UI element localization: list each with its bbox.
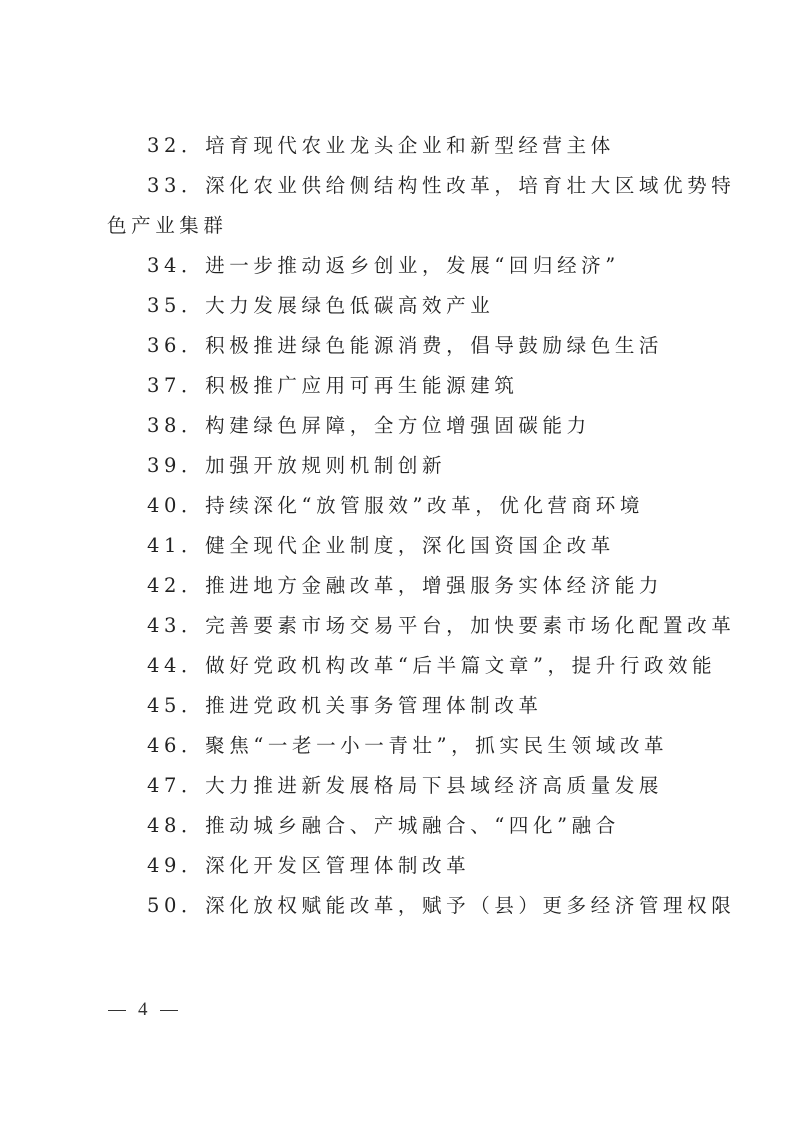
list-item: 44．做好党政机构改革“后半篇文章”，提升行政效能 (147, 654, 717, 677)
page-footer (108, 998, 178, 1022)
list-item: 47．大力推进新发展格局下县域经济高质量发展 (147, 774, 664, 797)
list-item: 46．聚焦“一老一小一青壮”，抓实民生领域改革 (147, 734, 669, 757)
list-item: 41．健全现代企业制度，深化国资国企改革 (147, 534, 615, 557)
list-item: 45．推进党政机关事务管理体制改革 (147, 694, 543, 717)
list-item: 50．深化放权赋能改革，赋予（县）更多经济管理权限 (147, 894, 736, 917)
list-item: 49．深化开发区管理体制改革 (147, 854, 471, 877)
list-item: 43．完善要素市场交易平台，加快要素市场化配置改革 (147, 614, 736, 637)
footer-dash-right (160, 1010, 178, 1011)
list-item: 38．构建绿色屏障，全方位增强固碳能力 (147, 414, 591, 437)
list-item: 35．大力发展绿色低碳高效产业 (147, 294, 495, 317)
list-item: 37．积极推广应用可再生能源建筑 (147, 374, 519, 397)
list-item: 48．推动城乡融合、产城融合、“四化”融合 (147, 814, 620, 837)
page-number: 4 (138, 999, 148, 1020)
footer-dash-left (108, 1010, 126, 1011)
list-item: 40．持续深化“放管服效”改革，优化营商环境 (147, 494, 644, 517)
list-item: 34．进一步推动返乡创业，发展“回归经济” (147, 254, 620, 277)
list-item: 32．培育现代农业龙头企业和新型经营主体 (147, 134, 615, 157)
list-item: 42．推进地方金融改革，增强服务实体经济能力 (147, 574, 664, 597)
list-item: 36．积极推进绿色能源消费，倡导鼓励绿色生活 (147, 334, 664, 357)
list-item: 39．加强开放规则机制创新 (147, 454, 447, 477)
reform-item-list (107, 126, 736, 926)
list-item: 33．深化农业供给侧结构性改革，培育壮大区域优势特 (147, 174, 736, 197)
list-item-continuation: 色产业集群 (107, 214, 228, 237)
